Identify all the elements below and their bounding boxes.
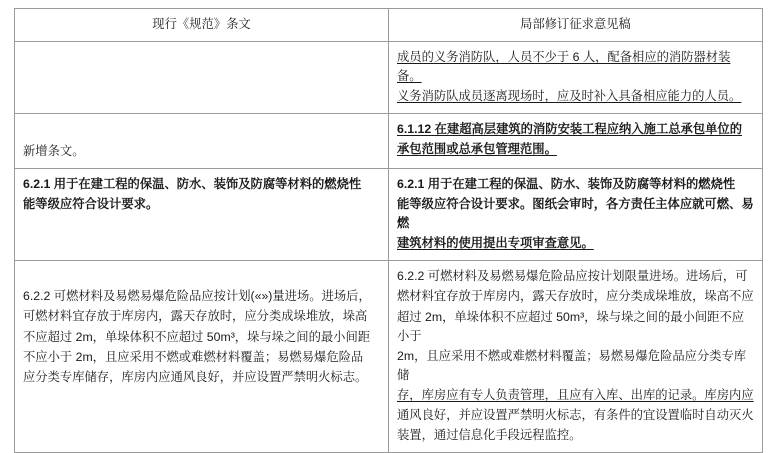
row3-right-line-3: 超过 2m，单垛体积不应超过 50m³，垛与垛之间的最小间距不应小于: [397, 309, 745, 343]
row2-right-line-3: 建筑材料的使用提出专项审查意见。: [397, 236, 594, 251]
header-cell-current: 现行《规范》条文: [15, 9, 389, 42]
row3-left-cell: [15, 261, 389, 452]
row3-left-line-5: 应分类专库储存，库房内应通风良好，并应设置严禁明火标志。: [23, 369, 368, 384]
row1-left-line-1: 新增条文。: [23, 144, 85, 159]
table-row: [15, 261, 763, 452]
comparison-table: [14, 8, 763, 453]
row3-right-cell: [389, 261, 763, 452]
table-row: [15, 169, 763, 261]
row0-left-cell: [15, 42, 389, 114]
row3-left-line-4: 不应小于 2m，且应采用不燃或难燃材料覆盖；易燃易爆危险品: [23, 349, 364, 364]
row3-left-line-3: 不应超过 2m，单垛体积不应超过 50m³，垛与垛之间的最小间距: [23, 329, 371, 344]
row2-left-line-2: 能等级应符合设计要求。: [23, 197, 159, 212]
row1-left-cell: [15, 114, 389, 169]
row3-right-line-2: 燃材料宜存放于库房内，露天存放时，应分类成垛堆放，垛高不应: [397, 289, 754, 304]
row3-left-line-1: 6.2.2 可燃材料及易燃易爆危险品应按计划(«»)量进场。进场后，: [23, 289, 371, 304]
row3-right-line-7: 装置，通过信息化手段远程监控。: [397, 427, 582, 442]
row1-right-cell: [389, 114, 763, 169]
row2-right-cell: [389, 169, 763, 261]
row3-right-line-4: 2m，且应采用不燃或难燃材料覆盖；易燃易爆危险品应分类专库储: [397, 348, 747, 382]
row1-right-line-2: 承包范围或总承包管理范围。: [397, 142, 557, 157]
row3-right-line-6: 通风良好，并应设置严禁明火标志，有条件的宜设置临时自动灭火: [397, 407, 754, 422]
row3-right-line-1: 6.2.2 可燃材料及易燃易爆危险品应按计划限量进场。进场后，可: [397, 269, 748, 284]
row2-left-line-1: 6.2.1 用于在建工程的保温、防水、装饰及防腐等材料的燃烧性: [23, 177, 362, 192]
table-header-row: [15, 9, 763, 42]
table-row: [15, 42, 763, 114]
row0-right-cell: [389, 42, 763, 114]
row2-left-cell: [15, 169, 389, 261]
row3-left-line-2: 可燃材料宜存放于库房内，露天存放时，应分类成垛堆放，垛高: [23, 309, 368, 324]
row0-right-line-1: 成员的义务消防队，人员不少于 6 人，配备相应的消防器材装备。: [397, 50, 731, 84]
row2-right-line-1: 6.2.1 用于在建工程的保温、防水、装饰及防腐等材料的燃烧性: [397, 177, 736, 192]
row3-right-line-5: 存，库房应有专人负责管理，且应有入库、出库的记录。库房内应: [397, 387, 754, 402]
row2-right-line-2: 能等级应符合设计要求。图纸会审时，各方责任主体应就可燃、易燃: [397, 197, 754, 231]
row1-right-line-1: 6.1.12 在建超高层建筑的消防安装工程应纳入施工总承包单位的: [397, 122, 743, 137]
header-cell-revised: 局部修订征求意见稿: [389, 9, 763, 42]
table-row: [15, 114, 763, 169]
row0-right-line-2: 义务消防队成员逐离现场时，应及时补入具备相应能力的人员。: [397, 89, 742, 104]
